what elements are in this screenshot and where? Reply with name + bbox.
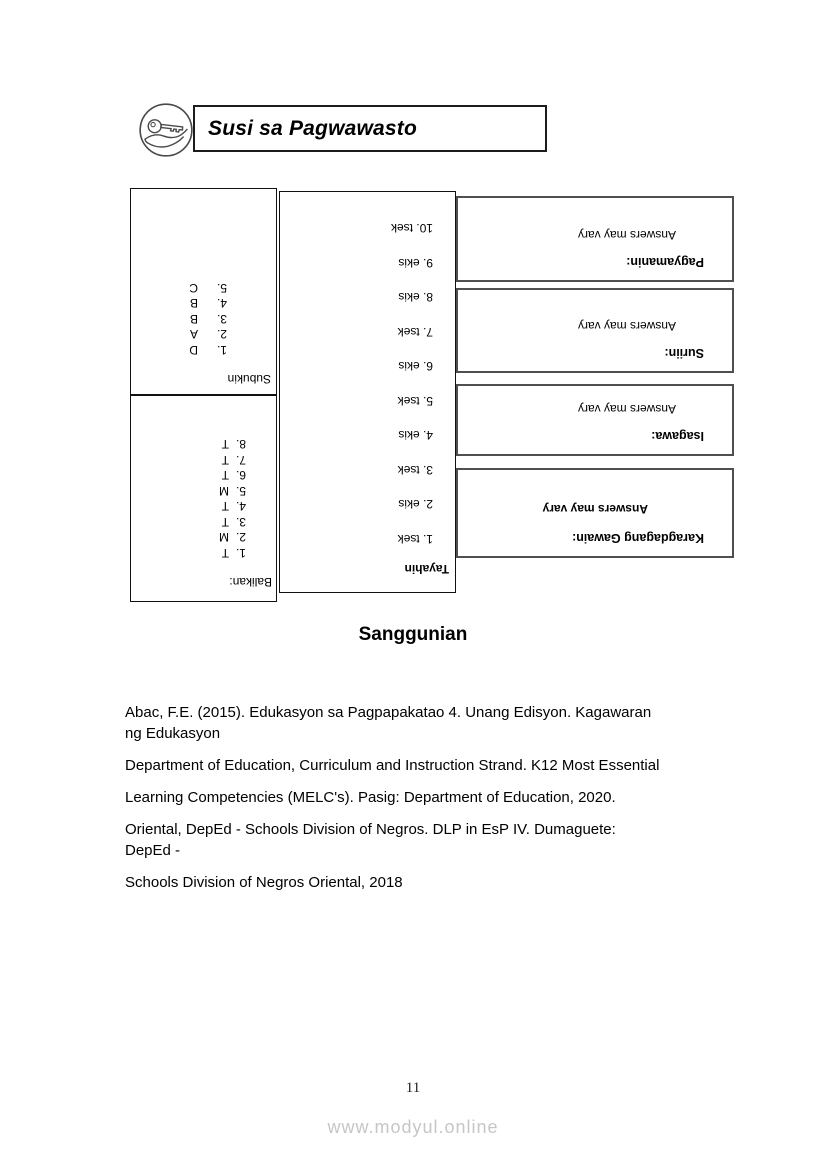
answer-value: M <box>218 530 229 545</box>
answer-value: B <box>189 312 198 326</box>
pagyamanin-title: Pagyamanin: <box>626 255 704 269</box>
references-heading: Sanggunian <box>358 624 468 645</box>
page-title: Susi sa Pagwawasto <box>208 116 418 140</box>
answer-item <box>131 326 227 342</box>
pagyamanin-answer-box <box>456 196 734 282</box>
reference-entry: Abac, F.E. (2015). Edukasyon sa Pagpapakatao 4. Unang Edisyon. Kagawaran ng Edukasyon <box>125 704 652 742</box>
answer-item: 6. ekis <box>398 359 433 374</box>
answer-number: 8. <box>235 437 246 452</box>
pagyamanin-rotated-content <box>458 198 732 280</box>
karagdagang-gawain-answer: Answers may vary <box>542 502 648 516</box>
answer-number: 5. <box>235 484 246 498</box>
suriin-answer: Answers may vary <box>577 319 676 333</box>
answer-item <box>131 467 246 483</box>
suriin-answer-box <box>456 288 734 373</box>
karagdagang-gawain-answer-box <box>456 468 734 558</box>
reference-entry: Schools Division of Negros Oriental, 2018 <box>125 874 403 891</box>
answer-item: 9. ekis <box>398 256 433 270</box>
answer-number: 4. <box>216 296 227 311</box>
answer-number: 7. <box>235 453 246 467</box>
answer-value: A <box>189 327 198 342</box>
answer-value: M <box>218 484 229 498</box>
subukin-answer-box <box>130 188 277 395</box>
answer-value: T <box>221 546 229 560</box>
answer-value: T <box>221 437 229 452</box>
answer-item: 3. tsek <box>397 463 433 477</box>
page-number: 11 <box>405 1080 421 1096</box>
tayahin-title: Tayahin <box>404 562 449 576</box>
answer-number: 5. <box>216 281 227 295</box>
answer-number: 4. <box>235 499 246 514</box>
answer-value: T <box>221 515 229 529</box>
balikan-answer-box <box>130 395 277 602</box>
subukin-answer-list <box>131 280 227 358</box>
answer-item <box>131 452 246 468</box>
subukin-rotated-content <box>131 189 276 394</box>
answer-value: T <box>221 499 229 514</box>
answer-item <box>131 436 246 452</box>
answer-item <box>131 545 246 561</box>
answer-item: 1. tsek <box>397 532 433 546</box>
isagawa-answer: Answers may vary <box>577 402 676 416</box>
references-list <box>125 702 725 904</box>
answer-item: 2. ekis <box>398 497 433 512</box>
pagyamanin-answer: Answers may vary <box>577 228 676 242</box>
karagdagang-gawain-title: Karagdagang Gawain: <box>572 531 704 545</box>
answer-number: 6. <box>235 468 246 483</box>
answer-item <box>131 295 227 311</box>
watermark-text: www.modyul.online <box>327 1117 499 1137</box>
isagawa-rotated-content <box>458 386 732 454</box>
answer-item: 4. ekis <box>398 428 433 443</box>
answer-item: 5. tsek <box>397 394 433 408</box>
answer-key-header-box <box>193 105 547 152</box>
answer-value: T <box>221 453 229 467</box>
tayahin-answer-box <box>279 191 456 593</box>
karagdagang-gawain-rotated-content <box>458 470 732 556</box>
answer-value: D <box>189 343 198 357</box>
answer-item <box>131 514 246 530</box>
answer-number: 1. <box>235 546 246 560</box>
suriin-title: Suriin: <box>664 346 704 360</box>
answer-item <box>131 483 246 499</box>
answer-item: 10. tsek <box>390 221 433 236</box>
answer-item <box>131 311 227 327</box>
answer-item: 8. ekis <box>398 290 433 305</box>
answer-value: B <box>189 296 198 311</box>
reference-entry: Department of Education, Curriculum and Instruction Strand. K12 Most Essential <box>125 757 660 774</box>
suriin-rotated-content <box>458 290 732 371</box>
answer-item <box>131 529 246 545</box>
answer-number: 3. <box>235 515 246 529</box>
answer-number: 3. <box>216 312 227 326</box>
answer-number: 2. <box>216 327 227 342</box>
answer-number: 2. <box>235 530 246 545</box>
answer-item: 7. tsek <box>397 325 433 339</box>
answer-item <box>131 498 246 514</box>
reference-entry: Oriental, DepEd - Schools Division of Negros. DLP in EsP IV. Dumaguete: DepEd - <box>125 821 616 859</box>
subukin-title: Subukin <box>227 372 271 386</box>
reference-entry: Learning Competencies (MELC's). Pasig: Department of Education, 2020. <box>125 789 616 806</box>
hand-holding-key-icon <box>138 102 194 158</box>
answer-item <box>131 280 227 296</box>
tayahin-answer-list <box>280 211 433 556</box>
answer-item <box>131 342 227 358</box>
balikan-rotated-content <box>131 396 276 601</box>
answer-value: C <box>189 281 198 295</box>
isagawa-answer-box <box>456 384 734 456</box>
balikan-answer-list <box>131 436 246 560</box>
isagawa-title: Isagawa: <box>651 429 704 443</box>
tayahin-rotated-content <box>280 192 455 592</box>
answer-number: 1. <box>216 343 227 357</box>
answer-value: T <box>221 468 229 483</box>
balikan-title: Balikan: <box>229 575 272 589</box>
